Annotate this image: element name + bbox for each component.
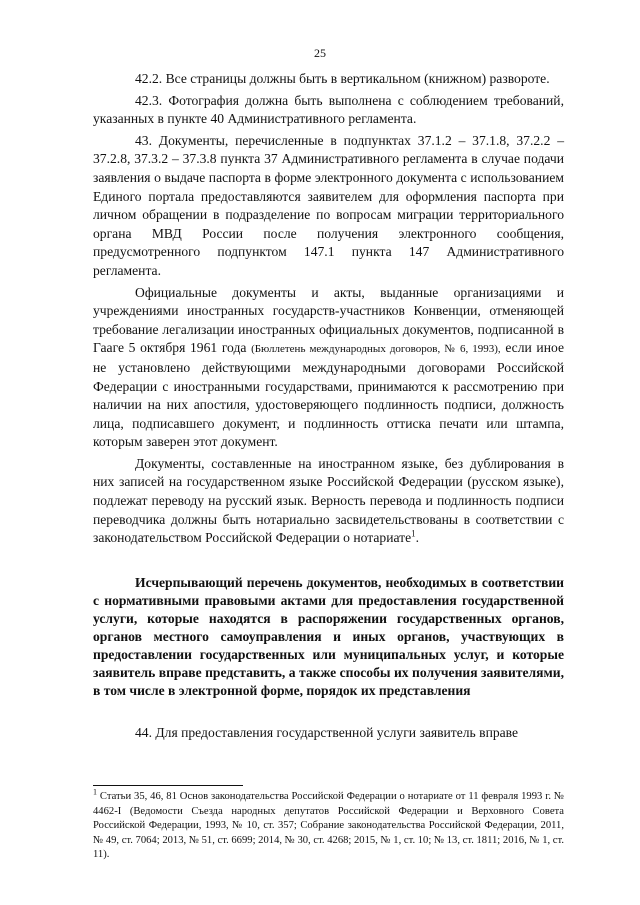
official-documents-text: Официальные документы и акты, выданные организациями и учреждениями иностранных государств-участников Конвенции, отменяющей требование легализации иностранных официальных документов, подписанной в Гааге 5 октября 1961 года — [93, 284, 564, 356]
footnote-reference[interactable]: 1 — [411, 528, 416, 539]
footnote-text: Статьи 35, 46, 81 Основ законодательства Российской Федерации о нотариате от 11 февраля 1993 г. № 4462-I (Ведомости Съезда народных депутатов Российской Федерации и Верховного Совета Российской Федерации, 1993, № 10, ст. 357; Собрание законодательства Российской Федерации, 2011, № 49, ст. 7064; 2013, № 51, ст. 6699; 2014, № 30, ст. 4268; 2015, № 1, ст. 10; № 13, ст. 1811; 2016, № 1, ст. 11). — [93, 791, 565, 860]
foreign-language-end: . — [415, 530, 420, 546]
page-number: 25 — [314, 46, 326, 60]
foreign-language-text: Документы, составленные на иностранном языке, без дублирования в них записей на государственном языке Российской Федерации (русском языке), подлежат переводу на русский язык. Верность перевода и подлинность подписи переводчика должны быть нотариально засвидетельствованы в соответствии с законодательством Российской Федерации о нотариате — [93, 455, 564, 546]
footnote — [93, 787, 565, 863]
footnote-mark: 1 — [93, 787, 97, 797]
footnote-divider — [93, 785, 243, 786]
paragraph-42-3: 42.3. Фотография должна быть выполнена с соблюдением требований, указанных в пункте 40 Административного регламента. — [93, 92, 564, 127]
paragraph-43: 43. Документы, перечисленные в подпунктах 37.1.2 – 37.1.8, 37.2.2 – 37.2.8, 37.3.2 – 37.3.8 пункта 37 Административного регламента в случае подачи заявления о выдаче паспорта в форме электронного документа с использованием Единого портала предоставляются заявителем для оформления паспорта при личном обращении в подразделение по вопросам миграции территориального органа МВД России после получения электронного сообщения, предусмотренного подпунктом 147.1 пункта 147 Административного регламента. — [93, 132, 564, 278]
section-heading: Исчерпывающий перечень документов, необходимых в соответствии с нормативными правовыми актами для предоставления государственной услуги, которые находятся в распоряжении государственных органов, органов местного самоуправления и иных органов, участвующих в предоставлении государственных или муниципальных услуг, и которые заявитель вправе представить, а также способы их получения заявителями, в том числе в электронной форме, порядок их представления — [93, 574, 564, 698]
paragraph-foreign-language — [93, 455, 564, 548]
paragraph-44: 44. Для предоставления государственной услуги заявитель вправе — [135, 724, 519, 740]
official-documents-text-continued: если иное не установлено действующими международными договорами Российской Федерации с иностранными государствами, принимаются к рассмотрению при наличии на них апостиля, удостоверяющего подлинность подписи, должность лица, подписавшего документ, и подлинность оттиска печати или штампа, которым заверен этот документ. — [93, 340, 564, 450]
bulletin-citation: (Бюллетень международных договоров, № 6, 1993), — [251, 343, 501, 356]
paragraph-official-documents — [93, 284, 564, 452]
document-body — [93, 70, 564, 745]
paragraph-42-2: 42.2. Все страницы должны быть в вертикальном (книжном) развороте. — [135, 71, 550, 86]
